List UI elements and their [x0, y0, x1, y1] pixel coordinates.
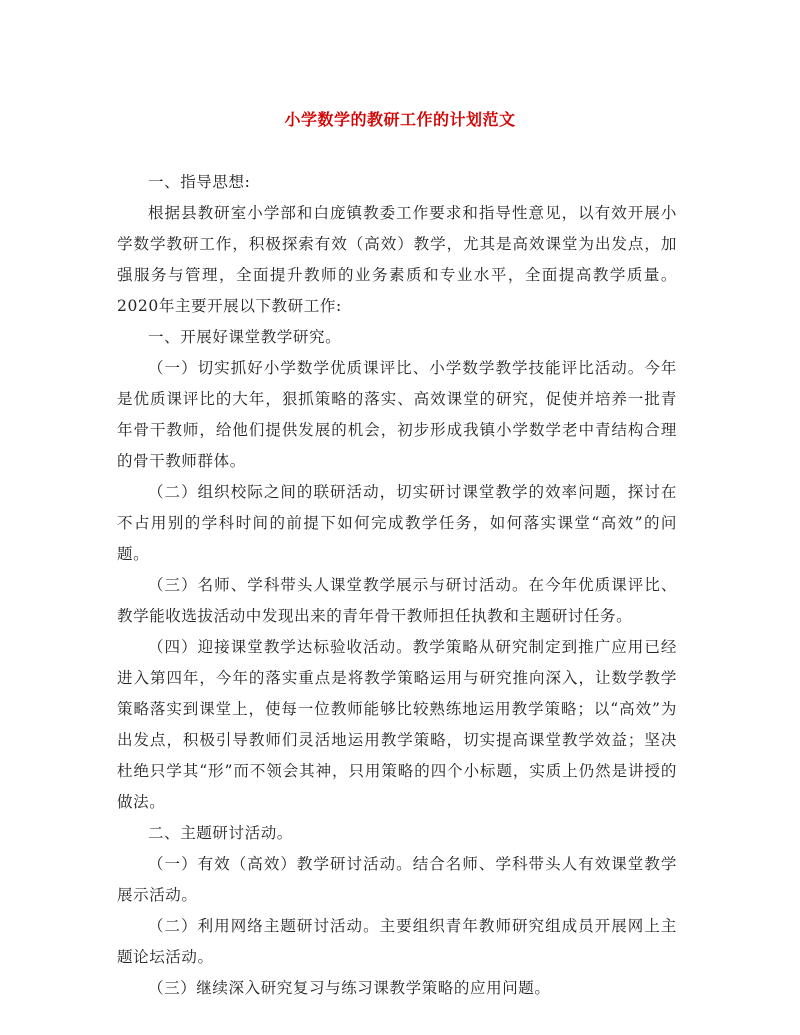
paragraph-item: （三）名师、学科带头人课堂教学展示与研讨活动。在今年优质课评比、教学能收选拔活动中发现出来的青年骨干教师担任执教和主题研讨任务。: [117, 576, 677, 625]
paragraph-item: （三）继续深入研究复习与练习课教学策略的应用问题。: [148, 979, 551, 997]
section-heading-theme-research: 二、主题研讨活动。: [148, 824, 293, 842]
paragraph-item: （四）迎接课堂教学达标验收活动。教学策略从研究制定到推广应用已经进入第四年，今年的落实重点是将教学策略运用与研究推向深入，让数学教学策略落实到课堂上，使每一位教师能够比较熟练地运用教学策略；以“高效”为出发点，积极引导教师们灵活地运用教学策略，切实提高课堂教学效益；坚决杜绝只学其“形”而不领会其神，只用策略的四个小标题，实质上仍然是讲授的做法。: [117, 638, 677, 811]
paragraph-item: （二）组织校际之间的联研活动，切实研讨课堂教学的效率问题，探讨在不占用别的学科时间的前提下如何完成教学任务，如何落实课堂“高效”的问题。: [117, 483, 677, 563]
paragraph-intro: 根据县教研室小学部和白庞镇教委工作要求和指导性意见，以有效开展小学数学教研工作，积极探索有效（高效）教学，尤其是高效课堂为出发点，加强服务与管理，全面提升教师的业务素质和专业水平，全面提高教学质量。2020年主要开展以下教研工作:: [117, 204, 677, 315]
section-heading-classroom-research: 一、开展好课堂教学研究。: [148, 328, 342, 346]
paragraph-item: （一）有效（高效）教学研讨活动。结合名师、学科带头人有效课堂教学展示活动。: [117, 855, 677, 904]
paragraph-item: （一）切实抓好小学数学优质课评比、小学数学教学技能评比活动。今年是优质课评比的大年，狠抓策略的落实、高效课堂的研究，促使并培养一批青年骨干教师，给他们提供发展的机会，初步形成我镇小学数学老中青结构合理的骨干教师群体。: [117, 359, 677, 470]
section-heading-guiding-thought: 一、指导思想:: [148, 173, 251, 191]
document-title: 小学数学的教研工作的计划范文: [284, 110, 516, 129]
paragraph-item: （二）利用网络主题研讨活动。主要组织青年教师研究组成员开展网上主题论坛活动。: [117, 917, 677, 966]
document-body: [117, 167, 677, 1004]
